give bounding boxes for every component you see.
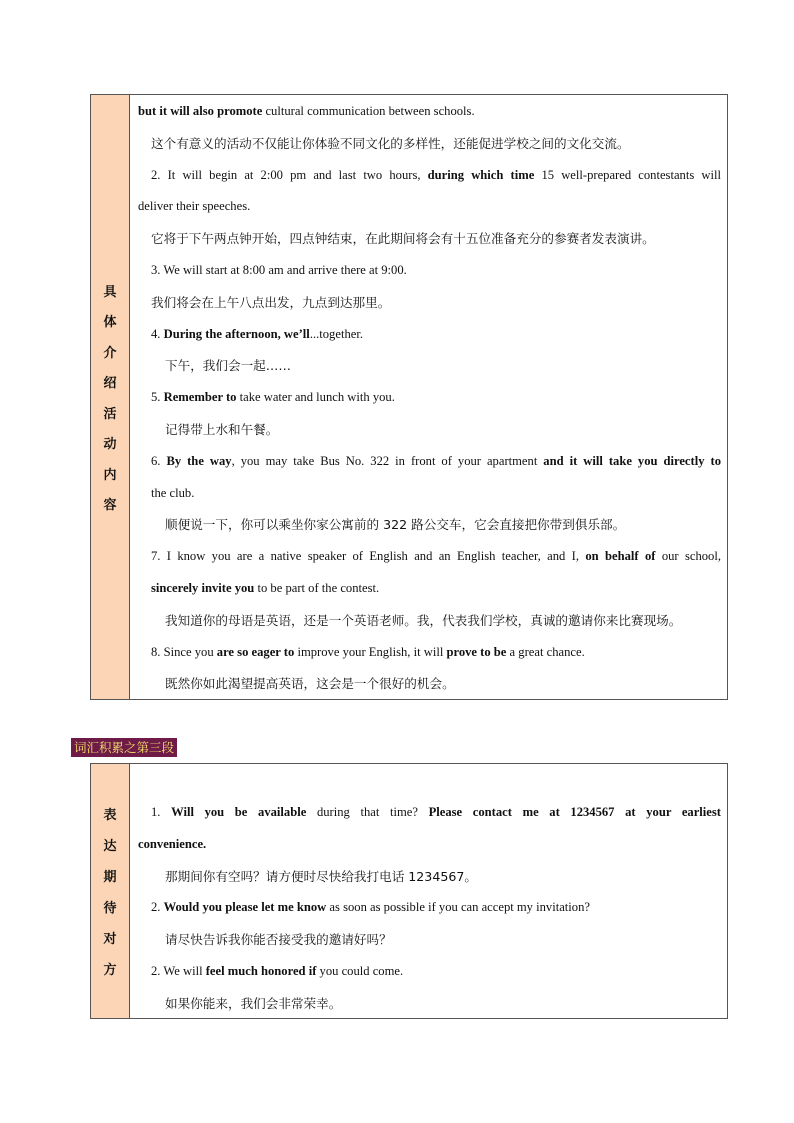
activity-details-content [130,95,727,699]
expect-reply-table [90,763,728,1019]
sentence-line: 4. During the afternoon, we’ll...together. [151,326,363,341]
translation-line: 记得带上水和午餐。 [165,421,279,437]
sentence-line: 2. We will feel much honored if you could come. [151,963,404,978]
translation-line: 我知道你的母语是英语，还是一个英语老师。我，代表我们学校，真诚的邀请你来比赛现场。 [165,612,682,628]
sentence-line: 1. Will you be available during that time? Please contact me at 1234567 at your earliest [151,805,721,819]
activity-details-table [90,94,728,700]
sentence-line: 2. It will begin at 2:00 pm and last two hours, during which time 15 well-prepared contestants will [151,167,721,182]
translation-line: 请尽快告诉我你能否接受我的邀请好吗？ [165,932,392,948]
translation-line: 既然你如此渴望提高英语，这会是一个很好的机会。 [165,676,455,692]
side-char: 方 [103,963,117,978]
side-char: 体 [103,315,117,331]
translation-line: 它将于下午两点钟开始，四点钟结束，在此期间将会有十五位准备充分的参赛者发表演讲。 [151,231,655,247]
side-char: 动 [103,437,117,453]
sentence-line: 5. Remember to take water and lunch with you. [151,390,395,405]
sentence-line: 6. By the way, you may take Bus No. 322 in front of your apartment and it will take you directly to [151,453,721,468]
side-char: 内 [103,467,117,483]
side-char: 达 [103,839,117,854]
translation-line: 这个有意义的活动不仅能让你体验不同文化的多样性，还能促进学校之间的文化交流。 [151,135,630,151]
side-char: 容 [103,498,117,514]
sentence-line: 2. Would you please let me know as soon as possible if you can accept my invitation? [151,900,590,915]
side-char: 表 [103,808,117,823]
side-char: 对 [103,932,117,947]
translation-line: 下午，我们会一起…… [165,358,291,374]
translation-line: 那期间你有空吗？请方便时尽快给我打电话 1234567。 [165,868,477,884]
sentence-line: convenience. [138,836,207,851]
translation-line: 顺便说一下，你可以乘坐你家公寓前的 322 路公交车，它会直接把你带到俱乐部。 [165,517,626,533]
translation-line: 如果你能来，我们会非常荣幸。 [165,995,342,1011]
side-char: 期 [103,870,117,885]
sentence-line: 8. Since you are so eager to improve your English, it will prove to be a great chance. [151,644,585,659]
translation-line: 我们将会在上午八点出发，九点到达那里。 [151,294,391,310]
side-char: 活 [103,406,117,422]
side-char: 具 [103,284,117,300]
activity-details-side-label [91,95,130,699]
expect-reply-side-label [91,764,130,1018]
side-char: 待 [103,901,117,916]
side-char: 介 [103,345,117,361]
sentence-line: sincerely invite you to be part of the contest. [151,580,380,595]
sentence-line: deliver their speeches. [138,199,251,214]
sentence-line: 7. I know you are a native speaker of English and an English teacher, and I, on behalf of our school, [151,549,721,564]
section-banner: 词汇积累之第三段 [71,738,177,757]
expect-reply-content [130,764,727,1018]
side-char: 绍 [103,376,117,392]
sentence-line: the club. [151,485,195,500]
sentence-line: but it will also promote cultural communication between schools. [138,104,475,118]
sentence-line: 3. We will start at 8:00 am and arrive there at 9:00. [151,262,407,277]
